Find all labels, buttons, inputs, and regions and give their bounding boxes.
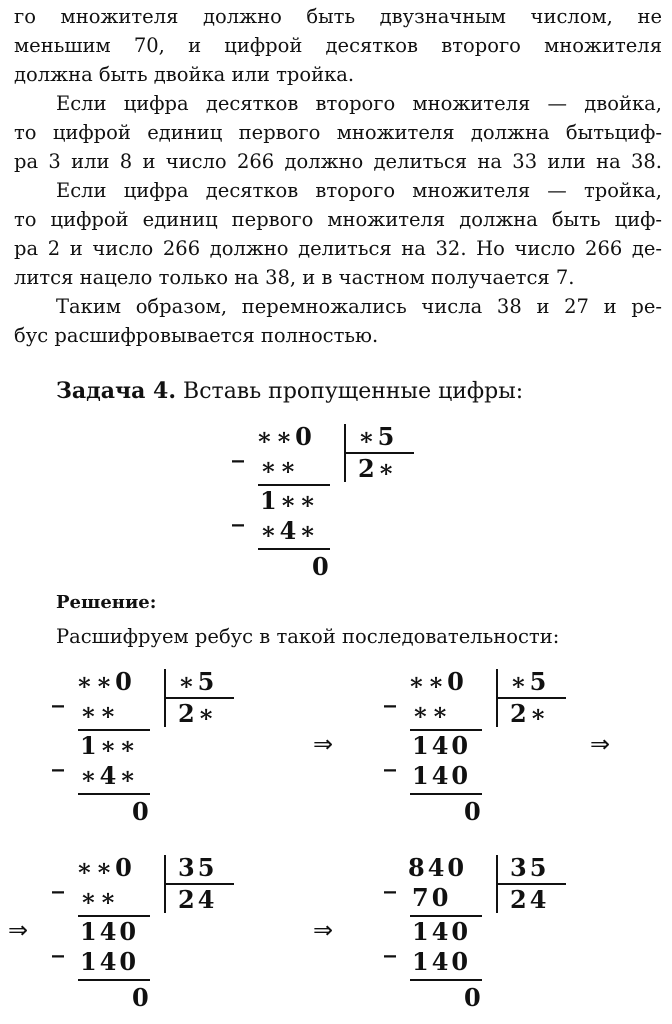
final-remainder: 0 <box>132 983 152 1012</box>
underline <box>410 793 482 795</box>
subtrahend: 140 <box>412 947 472 976</box>
minus-sign: _ <box>384 743 396 772</box>
text-line: Если цифра десятков второго множителя — тройка, <box>56 179 662 202</box>
minus-sign: _ <box>52 865 64 894</box>
text-line: лится нацело только на 38, и в частном получается 7. <box>14 266 575 289</box>
subtrahend: ∗∗ <box>80 697 120 726</box>
dividend: ∗∗0 <box>76 667 135 696</box>
text-line: меньшим 70, и цифрой десятков второго множителя <box>14 34 662 57</box>
text-line: ра 2 и число 266 должно делиться на 32. Но число 266 де- <box>14 237 662 260</box>
minus-sign: _ <box>232 498 244 527</box>
arrow-icon: ⇒ <box>313 916 334 944</box>
final-remainder: 0 <box>464 983 484 1012</box>
subtrahend: 70 <box>412 883 452 912</box>
divisor: ∗5 <box>510 667 550 696</box>
minus-sign: _ <box>384 929 396 958</box>
final-remainder: 0 <box>464 797 484 826</box>
underline <box>410 979 482 981</box>
dividend: ∗∗0 <box>256 422 315 451</box>
text-line: должна быть двойка или тройка. <box>14 63 355 86</box>
arrow-icon: ⇒ <box>590 730 611 758</box>
division-step-2 <box>384 667 584 837</box>
subtrahend: ∗∗ <box>80 883 120 912</box>
text-line: бус расшифровывается полностью. <box>14 324 379 347</box>
solution-label: Решение: <box>56 592 157 613</box>
dividend: ∗∗0 <box>76 853 135 882</box>
remainder: 140 <box>80 917 140 946</box>
text-line: го множителя должно быть двузначным числом, не <box>14 5 662 28</box>
task-label: Задача 4. <box>56 378 177 404</box>
quotient: 2∗ <box>358 454 398 483</box>
divisor: 35 <box>178 853 218 882</box>
arrow-icon: ⇒ <box>313 730 334 758</box>
quotient: 24 <box>178 885 218 914</box>
quotient: 24 <box>510 885 550 914</box>
subtrahend: ∗∗ <box>260 452 300 481</box>
underline <box>258 548 330 550</box>
subtrahend: 140 <box>412 761 472 790</box>
arrow-icon: ⇒ <box>8 916 29 944</box>
remainder: 1∗∗ <box>260 486 319 515</box>
text-line: то цифрой единиц первого множителя должна быть циф- <box>14 208 662 231</box>
remainder: 140 <box>412 917 472 946</box>
final-remainder: 0 <box>312 552 332 581</box>
dividend: 840 <box>408 853 468 882</box>
text-line: то цифрой единиц первого множителя должна бытьциф- <box>14 121 662 144</box>
subtrahend: ∗∗ <box>412 697 452 726</box>
division-step-4 <box>384 853 584 1023</box>
task-text: Вставь пропущенные цифры: <box>183 379 524 404</box>
dividend: ∗∗0 <box>408 667 467 696</box>
subtrahend: ∗4∗ <box>80 761 139 790</box>
underline <box>78 793 150 795</box>
text-line: Если цифра десятков второго множителя — двойка, <box>56 92 662 115</box>
division-step-3 <box>52 853 252 1023</box>
minus-sign: _ <box>384 679 396 708</box>
text-block-top <box>14 2 662 350</box>
quotient: 2∗ <box>510 699 550 728</box>
final-remainder: 0 <box>132 797 152 826</box>
text-line: Таким образом, перемножались числа 38 и 27 и ре- <box>56 295 662 318</box>
divisor: ∗5 <box>178 667 218 696</box>
text-line: ра 3 или 8 и число 266 должно делиться на 33 или на 38. <box>14 150 662 173</box>
sequence-text: Расшифруем ребус в такой последовательности: <box>56 625 560 648</box>
minus-sign: _ <box>52 679 64 708</box>
minus-sign: _ <box>232 434 244 463</box>
division-puzzle-main <box>232 422 432 592</box>
divisor: ∗5 <box>358 422 398 451</box>
subtrahend: 140 <box>80 947 140 976</box>
minus-sign: _ <box>52 743 64 772</box>
minus-sign: _ <box>384 865 396 894</box>
quotient: 2∗ <box>178 699 218 728</box>
division-step-1 <box>52 667 252 837</box>
task-heading <box>56 378 523 404</box>
divisor: 35 <box>510 853 550 882</box>
remainder: 1∗∗ <box>80 731 139 760</box>
minus-sign: _ <box>52 929 64 958</box>
subtrahend: ∗4∗ <box>260 516 319 545</box>
remainder: 140 <box>412 731 472 760</box>
underline <box>78 979 150 981</box>
